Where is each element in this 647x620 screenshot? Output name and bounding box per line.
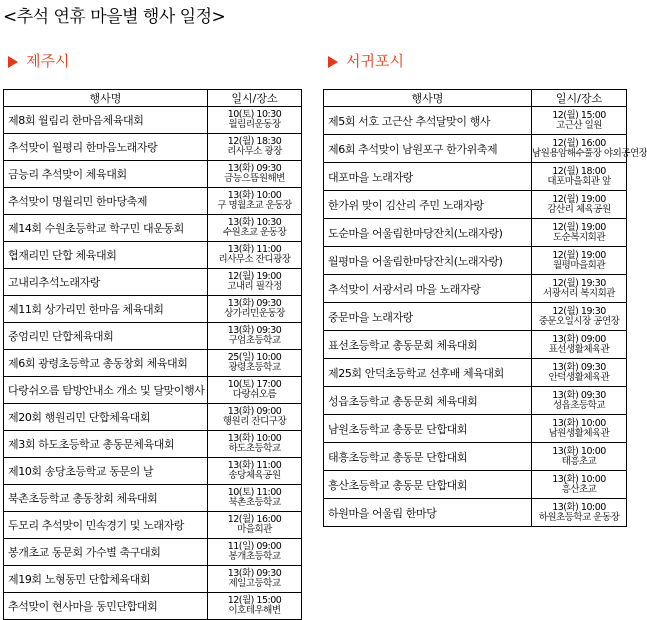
table-header-row: [4, 90, 302, 107]
event-place: 월평마을회관: [552, 259, 606, 271]
event-when: [208, 512, 302, 539]
table-row: [4, 566, 302, 593]
event-place: 고근산 일원: [556, 119, 602, 131]
event-place: 리사무소 잔디광장: [218, 254, 291, 265]
table-row: [324, 191, 627, 219]
event-date: 12(월) 18:00: [552, 165, 606, 177]
table-row: [324, 247, 627, 275]
event-place: 남원생활체육관: [548, 427, 610, 439]
table-row: [4, 107, 302, 134]
event-when: [532, 415, 627, 443]
table-row: [4, 296, 302, 323]
table-row: [4, 539, 302, 566]
event-date: 10(토) 10:30: [227, 109, 282, 120]
table-row: [324, 471, 627, 499]
event-when: [532, 471, 627, 499]
event-when: [208, 485, 302, 512]
event-name: 제8회 월림리 한마음체육대회: [4, 107, 208, 134]
event-name: 제11회 상가리민 한마음 체육대회: [4, 296, 208, 323]
event-name: 제6회 광령초등학교 총동창회 체육대회: [4, 350, 208, 377]
event-place: 하도초등학교: [228, 443, 281, 454]
event-when: [208, 458, 302, 485]
event-when: [532, 303, 627, 331]
event-place: 이호테우해변: [228, 605, 281, 616]
event-when: [532, 219, 627, 247]
event-when: [532, 107, 627, 135]
event-date: 12(월) 19:00: [552, 193, 606, 205]
event-when: [208, 431, 302, 458]
event-date: 13(화) 09:30: [227, 163, 282, 174]
table-row: [4, 512, 302, 539]
event-date: 13(화) 09:30: [227, 325, 282, 336]
table-row: [4, 431, 302, 458]
event-name: 태흥초등학교 총동문 단합대회: [324, 443, 532, 471]
seogwipo-events-table: [323, 89, 647, 527]
event-name: 남원초등학교 총동문 단합대회: [324, 415, 532, 443]
event-place: 대포마을회관 앞: [547, 175, 611, 187]
event-name: 추석맞이 명월리민 한마당축제: [4, 188, 208, 215]
event-date: 13(화) 10:00: [552, 445, 606, 457]
event-name: 고내리추석노래자랑: [4, 269, 208, 296]
event-when: [208, 188, 302, 215]
section-heading-jeju: [8, 50, 69, 71]
event-place: 구엄초등학교: [228, 335, 281, 346]
event-date: 13(화) 09:30: [227, 298, 282, 309]
event-place: 도순복지회관: [552, 231, 606, 243]
event-place: 남원용암해수풀장 야외공연장: [532, 147, 647, 159]
event-name: 성읍초등학교 총동문회 체육대회: [324, 387, 532, 415]
page-title: <추석 연휴 마을별 행사 일정>: [3, 7, 226, 27]
event-date: 12(월) 18:30: [227, 136, 282, 147]
event-when: [208, 242, 302, 269]
event-place: 다랑쉬오름: [232, 389, 277, 400]
event-place: 북촌초등학교: [228, 497, 281, 508]
event-when: [208, 350, 302, 377]
event-place: 표선생활체육관: [548, 343, 610, 355]
event-name: 한가위 맞이 김산리 주민 노래자랑: [324, 191, 532, 219]
event-name: 금능리 추석맞이 체육대회: [4, 161, 208, 188]
event-place: 안덕생활체육관: [548, 371, 610, 383]
event-when: [208, 566, 302, 593]
event-name: 제20회 행원리민 단합체육대회: [4, 404, 208, 431]
event-date: 13(화) 10:00: [552, 417, 606, 429]
event-place: 행원리 잔디구장: [222, 416, 287, 427]
table-row: [4, 188, 302, 215]
event-date: 10(토) 11:00: [227, 487, 282, 498]
event-name: 중엄리민 단합체육대회: [4, 323, 208, 350]
event-when: [208, 404, 302, 431]
table-row: [324, 219, 627, 247]
event-when: [208, 161, 302, 188]
table-row: [4, 404, 302, 431]
event-place: 하원초등학교 운동장: [538, 511, 620, 523]
event-when: [532, 331, 627, 359]
table-row: [4, 134, 302, 161]
event-when: [532, 247, 627, 275]
event-date: 13(화) 09:00: [227, 406, 282, 417]
event-date: 12(월) 19:00: [227, 271, 282, 282]
event-date: 13(화) 10:00: [227, 190, 282, 201]
event-date: 11(일) 09:00: [227, 541, 282, 552]
event-date: 13(화) 10:00: [552, 501, 606, 513]
table-row: [324, 275, 627, 303]
section-heading-seogwipo: [328, 50, 404, 71]
event-place: 광령초등학교: [228, 362, 281, 373]
triangle-bullet-icon: [328, 56, 338, 68]
table-header-row: [324, 90, 627, 107]
event-place: 수원초교 운동장: [222, 227, 287, 238]
event-place: 중문오일시장 공연장: [538, 315, 620, 327]
table-row: [4, 269, 302, 296]
event-place: 상가리민운동장: [224, 308, 285, 319]
event-name: 제25회 안덕초등학교 선후배 체육대회: [324, 359, 532, 387]
table-row: [324, 303, 627, 331]
event-when: [532, 499, 627, 527]
table-row: [324, 387, 627, 415]
event-when: [208, 215, 302, 242]
event-when: [208, 593, 302, 620]
event-when: [532, 359, 627, 387]
event-date: 12(월) 15:00: [552, 109, 606, 121]
event-name: 제19회 노형동민 단합체육대회: [4, 566, 208, 593]
event-when: [532, 387, 627, 415]
table-row: [4, 458, 302, 485]
event-place: 고내리 필각정: [227, 281, 282, 292]
event-name: 제5회 서호 고근산 추석달맞이 행사: [324, 107, 532, 135]
event-when: [532, 163, 627, 191]
table-row: [4, 323, 302, 350]
event-name: 대포마을 노래자랑: [324, 163, 532, 191]
event-when: [208, 323, 302, 350]
event-name: 표선초등학교 총동문회 체육대회: [324, 331, 532, 359]
event-date: 12(월) 19:00: [552, 221, 606, 233]
event-date: 13(화) 09:30: [552, 361, 606, 373]
table-row: [324, 415, 627, 443]
column-header-event: 행사명: [324, 90, 532, 107]
column-header-event: 행사명: [4, 90, 208, 107]
event-place: 흥산초교: [561, 483, 597, 495]
event-place: 제일고등학교: [228, 578, 281, 589]
event-when: [208, 539, 302, 566]
event-place: 송당체육공원: [228, 470, 281, 481]
event-place: 태흥초교: [561, 455, 597, 467]
table-row: [324, 499, 627, 527]
event-when: [532, 443, 627, 471]
event-name: 중문마을 노래자랑: [324, 303, 532, 331]
event-when: [532, 275, 627, 303]
table-row: [324, 359, 627, 387]
event-place: 월림리운동장: [228, 119, 281, 130]
event-date: 13(화) 10:00: [552, 473, 606, 485]
event-name: 흥산초등학교 총동문 단합대회: [324, 471, 532, 499]
event-place: 성읍초등학교: [552, 399, 606, 411]
event-name: 추석맞이 서광서리 마을 노래자랑: [324, 275, 532, 303]
event-date: 12(월) 15:00: [227, 595, 282, 606]
event-name: 봉개초교 동문회 가수별 축구대회: [4, 539, 208, 566]
section-heading-label: 서귀포시: [346, 52, 404, 70]
section-heading-label: 제주시: [26, 52, 70, 70]
event-place: 서광서리 복지회관: [543, 287, 615, 299]
table-row: [4, 350, 302, 377]
event-when: [208, 269, 302, 296]
event-date: 13(화) 11:00: [227, 244, 282, 255]
table-row: [324, 163, 627, 191]
event-date: 13(화) 11:00: [227, 460, 282, 471]
table-row: [4, 161, 302, 188]
event-name: 추석맞이 월평리 한마음노래자랑: [4, 134, 208, 161]
event-when: [532, 135, 647, 163]
event-when: [208, 296, 302, 323]
event-date: 13(화) 09:30: [227, 568, 282, 579]
event-date: 13(화) 10:00: [227, 433, 282, 444]
table-row: [324, 331, 627, 359]
event-name: 제10회 송당초등학교 동문의 날: [4, 458, 208, 485]
event-date: 13(화) 09:30: [552, 389, 606, 401]
event-name: 제14회 수원초등학교 학구민 대운동회: [4, 215, 208, 242]
event-name: 제6회 추석맞이 남원포구 한가위축제: [324, 135, 532, 163]
table-row: [4, 377, 302, 404]
table-row: [4, 242, 302, 269]
event-name: 다랑쉬오름 탐방안내소 개소 및 달맞이행사: [4, 377, 208, 404]
table-row: [324, 107, 627, 135]
event-place: 봉개초등학교: [228, 551, 281, 562]
event-name: 월평마을 어울림한마당잔치(노래자랑): [324, 247, 532, 275]
event-when: [532, 191, 627, 219]
event-when: [208, 134, 302, 161]
table-row: [4, 215, 302, 242]
event-place: 금능으뜸원해변: [224, 173, 285, 184]
event-date: 13(화) 09:00: [552, 333, 606, 345]
table-row: [324, 443, 627, 471]
event-name: 북촌초등학교 총동창회 체육대회: [4, 485, 208, 512]
event-date: 13(화) 10:30: [227, 217, 282, 228]
event-name: 추석맞이 현사마을 동민단합대회: [4, 593, 208, 620]
event-when: [208, 107, 302, 134]
event-date: 12(월) 19:30: [552, 305, 606, 317]
event-name: 두모리 추석맞이 민속경기 및 노래자랑: [4, 512, 208, 539]
event-place: 마을회관: [237, 524, 272, 535]
event-date: 12(월) 19:30: [552, 277, 606, 289]
event-date: 12(월) 16:00: [552, 137, 606, 149]
event-place: 감산리 체육공원: [547, 203, 611, 215]
event-date: 12(월) 19:00: [552, 249, 606, 261]
jeju-events-table: [3, 89, 302, 620]
column-header-when: 일시/장소: [208, 90, 302, 107]
table-row: [4, 593, 302, 620]
triangle-bullet-icon: [8, 56, 18, 68]
event-place: 리사무소 광장: [227, 146, 282, 157]
table-row: [4, 485, 302, 512]
event-name: 하원마을 어울림 한마당: [324, 499, 532, 527]
event-date: 12(월) 16:00: [227, 514, 282, 525]
event-date: 25(일) 10:00: [227, 352, 282, 363]
event-place: 구 명월초교 운동장: [217, 200, 292, 211]
column-header-when: 일시/장소: [532, 90, 627, 107]
event-name: 협재리민 단합 체육대회: [4, 242, 208, 269]
event-date: 10(토) 17:00: [227, 379, 282, 390]
event-name: 제3회 하도초등학교 총동문체육대회: [4, 431, 208, 458]
event-name: 도순마을 어울림한마당잔치(노래자랑): [324, 219, 532, 247]
table-row: [324, 135, 627, 163]
event-when: [208, 377, 302, 404]
